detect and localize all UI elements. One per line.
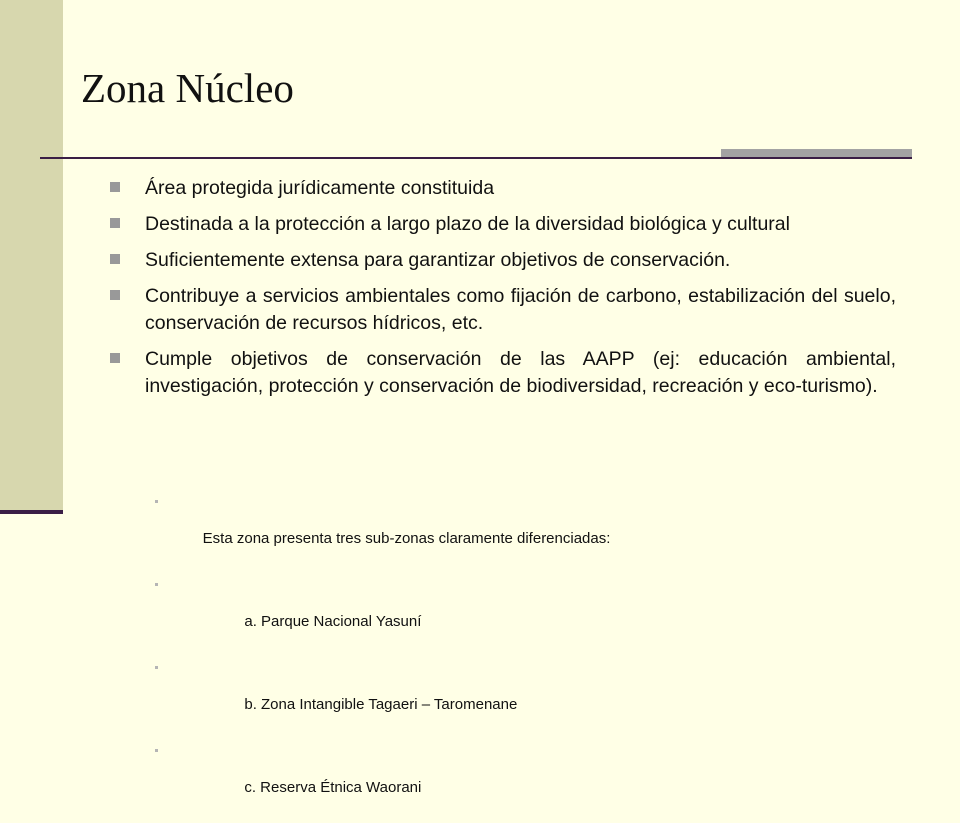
sub-item [155,574,610,650]
bullet-text: Cumple objetivos de conservación de las AAPP (ej: educación ambiental, investigación, protección y conservación de biodiversidad, recreación y eco-turismo). [145,348,896,397]
dot-bullet-icon [155,500,158,503]
bullet-item [108,247,896,274]
title-divider-line [40,157,912,159]
dot-bullet-icon [155,666,158,669]
dot-bullet-icon [155,749,158,752]
bullet-item [108,211,896,238]
square-bullet-icon [110,290,120,300]
square-bullet-icon [110,218,120,228]
title-divider-accent [721,149,912,157]
bullet-item [108,175,896,202]
square-bullet-icon [110,254,120,264]
sub-item-text: a. Parque Nacional Yasuní [202,613,422,630]
bullet-text: Área protegida jurídicamente constituida [145,177,495,199]
bullet-item [108,346,896,400]
dot-bullet-icon [155,583,158,586]
bullet-text: Destinada a la protección a largo plazo de la diversidad biológica y cultural [145,213,790,235]
square-bullet-icon [110,353,120,363]
sub-item [155,491,610,567]
sub-item [155,657,610,733]
sub-item-text: c. Reserva Étnica Waorani [202,779,422,796]
square-bullet-icon [110,182,120,192]
sub-item [155,740,610,816]
sub-item-text: Esta zona presenta tres sub-zonas claramente diferenciadas: [202,530,611,547]
slide-title: Zona Núcleo [81,65,294,111]
sub-zone-list [155,491,610,823]
bullet-text: Suficientemente extensa para garantizar objetivos de conservación. [145,249,731,271]
bullet-text: Contribuye a servicios ambientales como fijación de carbono, estabilización del suelo, conservación de recursos hídricos, etc. [145,285,896,334]
main-bullet-list [108,175,896,409]
sub-item-text: b. Zona Intangible Tagaeri – Taromenane [202,696,518,713]
bullet-item [108,283,896,337]
left-band-edge-line [0,510,63,514]
left-decorative-band [0,0,63,512]
